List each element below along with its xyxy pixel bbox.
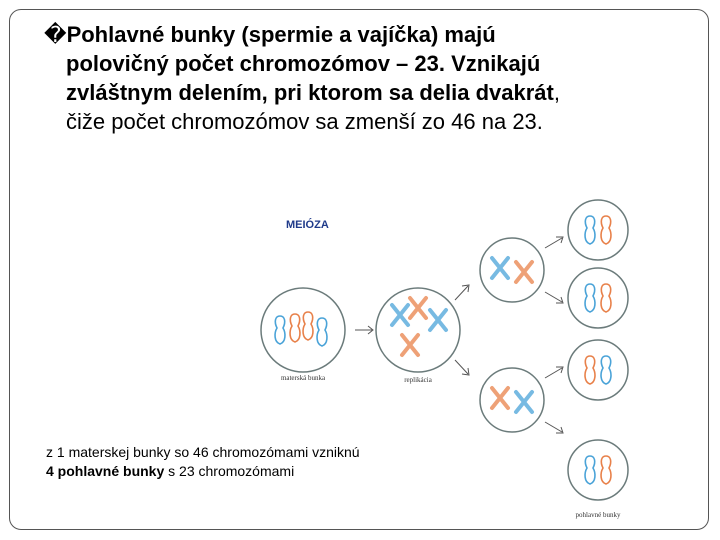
bullet-line-3-bold: zvláštnym delením, pri ktorom sa delia dvakrát: [66, 80, 554, 105]
chromosome-orange: [601, 284, 611, 312]
label-replication: replikácia: [404, 376, 432, 384]
chromosome-orange: [290, 314, 300, 342]
chromosome-blue: [392, 305, 408, 325]
caption-line-2: [46, 462, 476, 481]
gamete-cell: [568, 340, 628, 400]
bullet-marker: �: [44, 22, 67, 47]
bullet-line-1: [44, 20, 684, 49]
caption: [46, 443, 476, 481]
caption-line-1: z 1 materskej bunky so 46 chromozómami vzniknú: [46, 444, 360, 460]
arrow-icon: [545, 292, 563, 303]
bullet-line-4: čiže počet chromozómov sa zmenší zo 46 na 23.: [66, 109, 543, 134]
bullet-line-3: [44, 78, 684, 107]
gamete-cell: [568, 440, 628, 500]
chromosome-blue: [516, 392, 532, 412]
chromosome-blue: [492, 258, 508, 278]
chromosome-orange: [303, 312, 313, 340]
chromosome-blue: [585, 456, 595, 484]
gamete-cell: [568, 200, 628, 260]
mother-cell: [261, 288, 345, 372]
chromosome-orange: [492, 388, 508, 408]
arrow-icon: [355, 326, 373, 334]
chromosome-orange: [410, 298, 426, 318]
division-cell-lower: [480, 368, 544, 432]
arrow-icon: [455, 285, 469, 300]
chromosome-orange: [585, 356, 595, 384]
caption-line-2-rest: s 23 chromozómami: [164, 463, 295, 479]
bullet-line-3-tail: ,: [553, 80, 560, 105]
bullet-line-1-text: Pohlavné bunky (spermie a vajíčka) majú: [66, 22, 496, 47]
arrow-icon: [545, 367, 563, 378]
chromosome-blue: [585, 216, 595, 244]
chromosome-blue: [601, 356, 611, 384]
label-gametes: pohlavné bunky: [575, 511, 621, 519]
chromosome-orange: [516, 262, 532, 282]
caption-line-2-bold: 4 pohlavné bunky: [46, 463, 165, 479]
chromosome-orange: [601, 456, 611, 484]
gamete-cell: [568, 268, 628, 328]
chromosome-blue: [275, 316, 285, 344]
chromosome-blue: [430, 310, 446, 330]
replication-cell: [376, 288, 460, 372]
arrow-icon: [455, 360, 469, 375]
arrow-icon: [545, 422, 563, 433]
label-mother-cell: materská bunka: [280, 374, 326, 382]
arrow-icon: [545, 237, 563, 248]
division-cell-upper: [480, 238, 544, 302]
figure-title: MEIÓZA: [286, 219, 329, 231]
bullet-line-2: polovičný počet chromozómov – 23. Vznikajú: [66, 51, 541, 76]
chromosome-blue: [585, 284, 595, 312]
bullet-text: [44, 20, 684, 136]
chromosome-orange: [402, 335, 418, 355]
chromosome-blue: [317, 318, 327, 346]
chromosome-orange: [601, 216, 611, 244]
